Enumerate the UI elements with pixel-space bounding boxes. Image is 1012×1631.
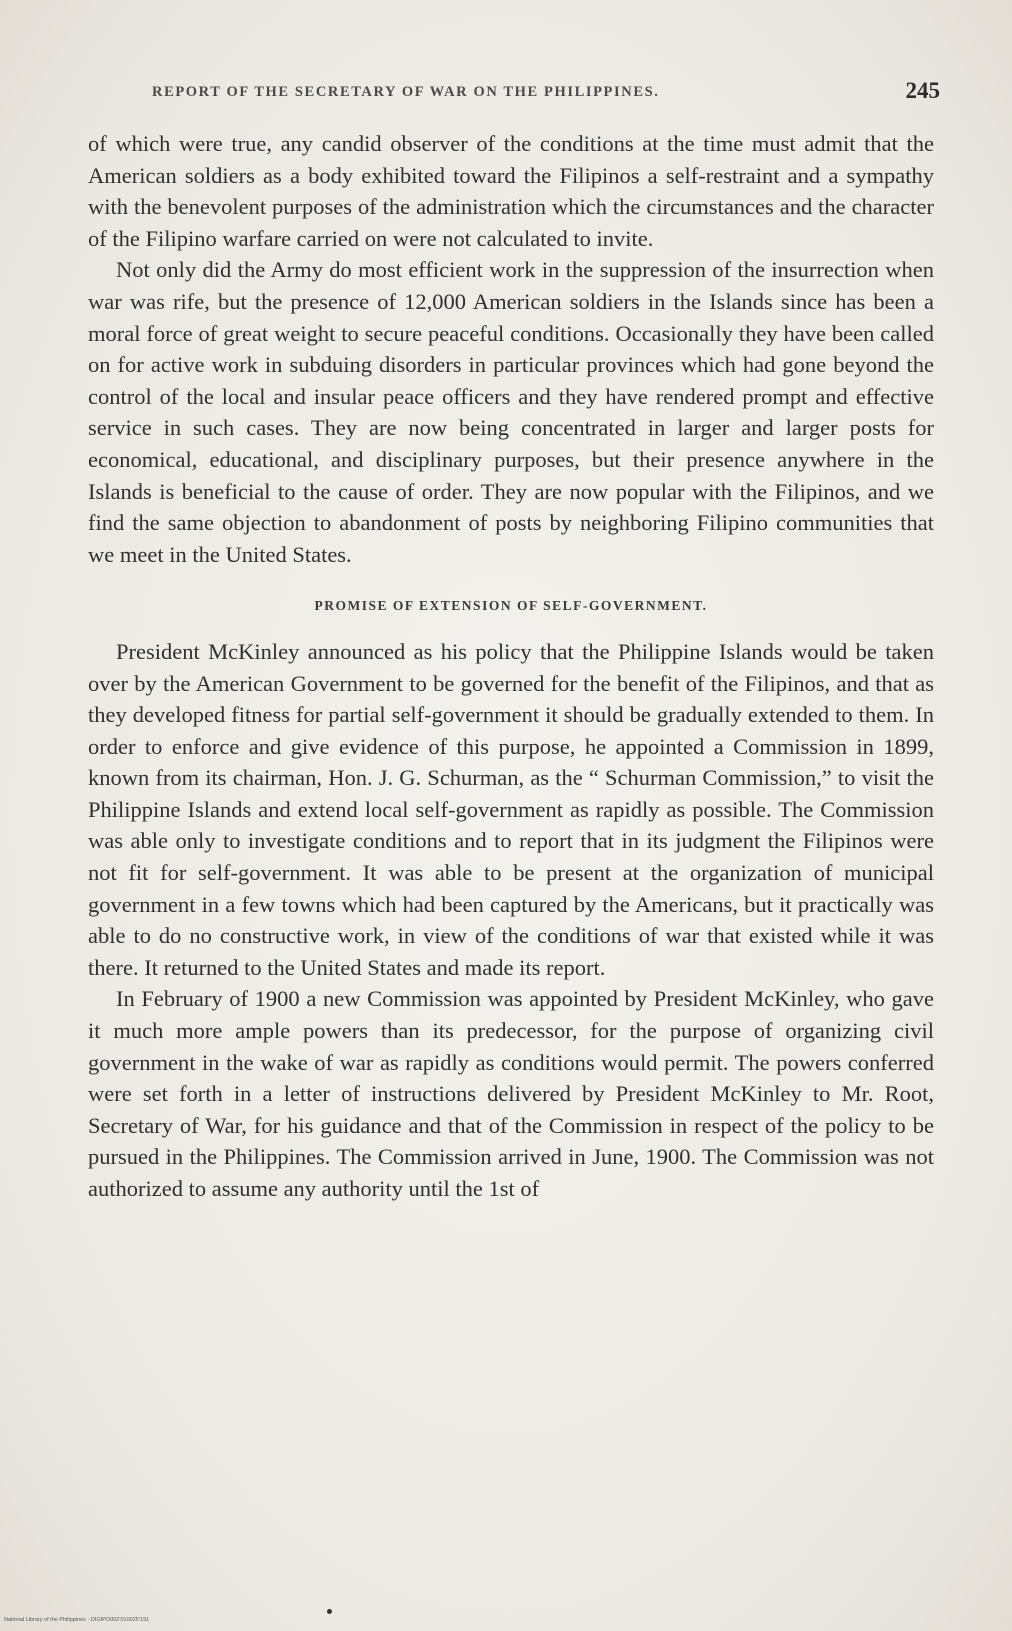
body-text [88, 128, 934, 1205]
paragraph-continued: of which were true, any candid observer of the conditions at the time must admit that the American soldiers as a body exhibited toward the Filipinos a self-restraint and a sympathy with the benevolent purposes of the administration which the circumstances and the character of the Filipino warfare carried on were not calculated to invite. [88, 131, 934, 251]
paragraph-army: Not only did the Army do most efficient work in the suppression of the insurrection when war was rife, but the presence of 12,000 American soldiers in the Islands since has been a moral force of great weight to secure peaceful conditions. Occasionally they have been called on for active work in subduing disorders in particular provinces which had gone beyond the control of the local and insular peace officers and they have rendered prompt and effective service in such cases. They are now being concentrated in larger and larger posts for economical, educational, and disciplinary purposes, but their presence anywhere in the Islands is beneficial to the cause of order. They are now popular with the Filipinos, and we find the same objection to abandonment of posts by neighboring Filipino communities that we meet in the United States. [88, 257, 934, 567]
footer-source-id: National Library of the Philippines · DIGIPO002’010025’191 [4, 1617, 150, 1623]
section-heading: PROMISE OF EXTENSION OF SELF-GOVERNMENT. [314, 598, 708, 614]
page-header [88, 78, 940, 108]
scan-mark [327, 1609, 332, 1614]
page-number: 245 [905, 78, 940, 103]
paragraph-mckinley-policy: President McKinley announced as his policy that the Philippine Islands would be taken over by the American Government to be governed for the benefit of the Filipinos, and that as they developed fitness for partial self-government it should be gradually extended to them. In order to enforce and give evidence of this purpose, he appointed a Commission in 1899, known from its chairman, Hon. J. G. Schurman, as the “ Schurman Commission,” to visit the Philippine Islands and extend local self-government as rapidly as possible. The Commission was able only to investigate conditions and to report that in its judgment the Filipinos were not fit for self-government. It was able to be present at the organization of municipal government in a few towns which had been captured by the Americans, but it practically was able to do no constructive work, in view of the conditions of war that existed while it was there. It returned to the United States and made its report. [88, 638, 934, 980]
running-head: REPORT OF THE SECRETARY OF WAR ON THE PHILIPPINES. [152, 84, 660, 100]
paragraph-new-commission: In February of 1900 a new Commission was appointed by President McKinley, who gave it much more ample powers than its predecessor, for the purpose of organizing civil government in the wake of war as rapidly as conditions would permit. The powers conferred were set forth in a letter of instructions delivered by President McKinley to Mr. Root, Secretary of War, for his guidance and that of the Commission in respect of the policy to be pursued in the Philippines. The Commission arrived in June, 1900. The Commission was not authorized to assume any authority until the 1st of [88, 986, 934, 1201]
